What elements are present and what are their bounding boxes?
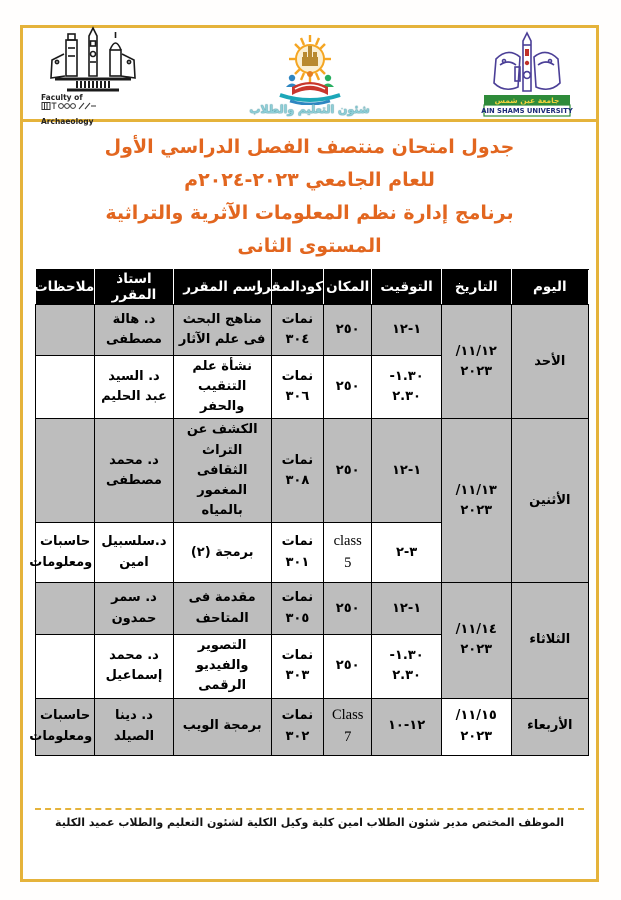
faculty-of-archaeology-logo	[39, 24, 147, 126]
column-header: اسم المقرر	[173, 270, 271, 305]
document-frame	[20, 25, 599, 882]
cell-notes: حاسبات ومعلومات	[36, 523, 95, 583]
university-banner-english: AIN SHAMS UNIVERSITY	[481, 106, 573, 115]
cell-code: نمات ٣٠٢	[271, 698, 324, 755]
cell-notes	[36, 305, 95, 356]
signature-label: مدير شئون الطلاب	[366, 816, 469, 829]
logo-band	[23, 28, 596, 126]
university-banner-arabic: جامعة عين شمس	[494, 95, 560, 105]
title-line-2: للعام الجامعي ٢٠٢٣-٢٠٢٤م	[184, 169, 435, 191]
cell-professor: د. السيد عبد الحليم	[95, 356, 174, 419]
cell-place: ٢٥٠	[324, 635, 372, 698]
education-students-affairs-logo	[248, 33, 372, 116]
title-line-3: برنامج إدارة نظم المعلومات الآثرية والتراثية	[105, 202, 514, 224]
cell-day: الأثنين	[511, 419, 588, 583]
cell-course: الكشف عن التراث الثقافى المغمور بالمياه	[173, 419, 271, 523]
cell-notes	[36, 356, 95, 419]
cell-time: -١.٣٠ ٢.٣٠	[372, 356, 442, 419]
cell-place: ٢٥٠	[324, 419, 372, 523]
cell-code: نمات ٣٠٨	[271, 419, 324, 523]
column-header: استاذ المقرر	[95, 270, 174, 305]
cell-time: ١٢-١٠	[372, 698, 442, 755]
education-students-affairs-icon	[248, 33, 372, 105]
column-header: التوقيت	[372, 270, 442, 305]
cell-notes	[36, 583, 95, 635]
cell-time: ٣-٢	[372, 523, 442, 583]
table-row	[36, 698, 589, 755]
column-header: كودالمقرر	[271, 270, 324, 305]
signature-label: وكيل الكلية لشئون التعليم والطلاب	[118, 816, 309, 829]
cell-time: -١.٣٠ ٢.٣٠	[372, 635, 442, 698]
cell-day: الأحد	[511, 305, 588, 419]
ain-shams-university-icon	[472, 31, 582, 119]
cell-course: برمجة (٢)	[173, 523, 271, 583]
column-header: اليوم	[511, 270, 588, 305]
signature-label: الموظف المختص	[471, 816, 564, 829]
title-line-1: جدول امتحان منتصف الفصل الدراسي الأول	[104, 136, 515, 158]
exam-schedule-table	[29, 269, 589, 756]
cell-code: نمات ٣٠٤	[271, 305, 324, 356]
cell-date: /١١/١٢ ٢٠٢٣	[441, 305, 511, 419]
cell-code: نمات ٣٠١	[271, 523, 324, 583]
cell-code: نمات ٣٠٥	[271, 583, 324, 635]
cell-professor: د.سلسبيل امين	[95, 523, 174, 583]
education-caption: شئون التعليم والطلاب	[249, 103, 370, 116]
cell-time: ١-١٢	[372, 419, 442, 523]
cell-time: ١-١٢	[372, 305, 442, 356]
column-header: المكان	[324, 270, 372, 305]
cell-professor: د. محمد مصطفى	[95, 419, 174, 523]
faculty-caption-line1: Faculty of	[41, 92, 83, 102]
column-header: ملاحظات	[36, 270, 95, 305]
cell-professor: د. سمر حمدون	[95, 583, 174, 635]
ain-shams-university-logo	[472, 31, 582, 119]
cell-day: الثلاثاء	[511, 583, 588, 698]
signature-label: عميد الكلية	[55, 816, 115, 829]
cell-professor: د. هالة مصطفى	[95, 305, 174, 356]
cell-notes	[36, 419, 95, 523]
table-row	[36, 419, 589, 523]
cell-course: التصوير والفيديو الرقمى	[173, 635, 271, 698]
cell-professor: د. محمد إسماعيل	[95, 635, 174, 698]
cell-place: ٢٥٠	[324, 356, 372, 419]
faculty-of-archaeology-icon	[39, 24, 147, 94]
column-header: التاريخ	[441, 270, 511, 305]
title-block	[23, 122, 596, 263]
cell-course: برمجة الويب	[173, 698, 271, 755]
signature-divider	[35, 808, 584, 810]
faculty-caption	[41, 94, 97, 126]
table-row	[36, 583, 589, 635]
table-row	[36, 305, 589, 356]
cell-course: نشأة علم التنقيب والحفر	[173, 356, 271, 419]
cell-place: ٢٥٠	[324, 583, 372, 635]
cell-place: class 5	[324, 523, 372, 583]
faculty-caption-line2: Archaeology	[41, 116, 94, 126]
cell-day: الأربعاء	[511, 698, 588, 755]
signature-footer	[33, 808, 586, 829]
cell-time: ١-١٢	[372, 583, 442, 635]
cell-code: نمات ٣٠٦	[271, 356, 324, 419]
table-header	[36, 270, 589, 305]
cell-place: ٢٥٠	[324, 305, 372, 356]
title-line-4: المستوى الثانى	[237, 235, 382, 257]
signature-row	[33, 816, 586, 829]
signature-label: امين كلية	[312, 816, 363, 829]
cell-place: Class 7	[324, 698, 372, 755]
cell-notes	[36, 635, 95, 698]
cell-notes: حاسبات ومعلومات	[36, 698, 95, 755]
cell-professor: د. دينا الصيلد	[95, 698, 174, 755]
cell-course: مقدمة فى المتاحف	[173, 583, 271, 635]
cell-date: /١١/١٥ ٢٠٢٣	[441, 698, 511, 755]
cell-date: /١١/١٣ ٢٠٢٣	[441, 419, 511, 583]
cell-date: /١١/١٤ ٢٠٢٣	[441, 583, 511, 698]
cell-course: مناهج البحث فى علم الآثار	[173, 305, 271, 356]
cell-code: نمات ٣٠٣	[271, 635, 324, 698]
hieroglyphs-icon	[41, 102, 97, 110]
